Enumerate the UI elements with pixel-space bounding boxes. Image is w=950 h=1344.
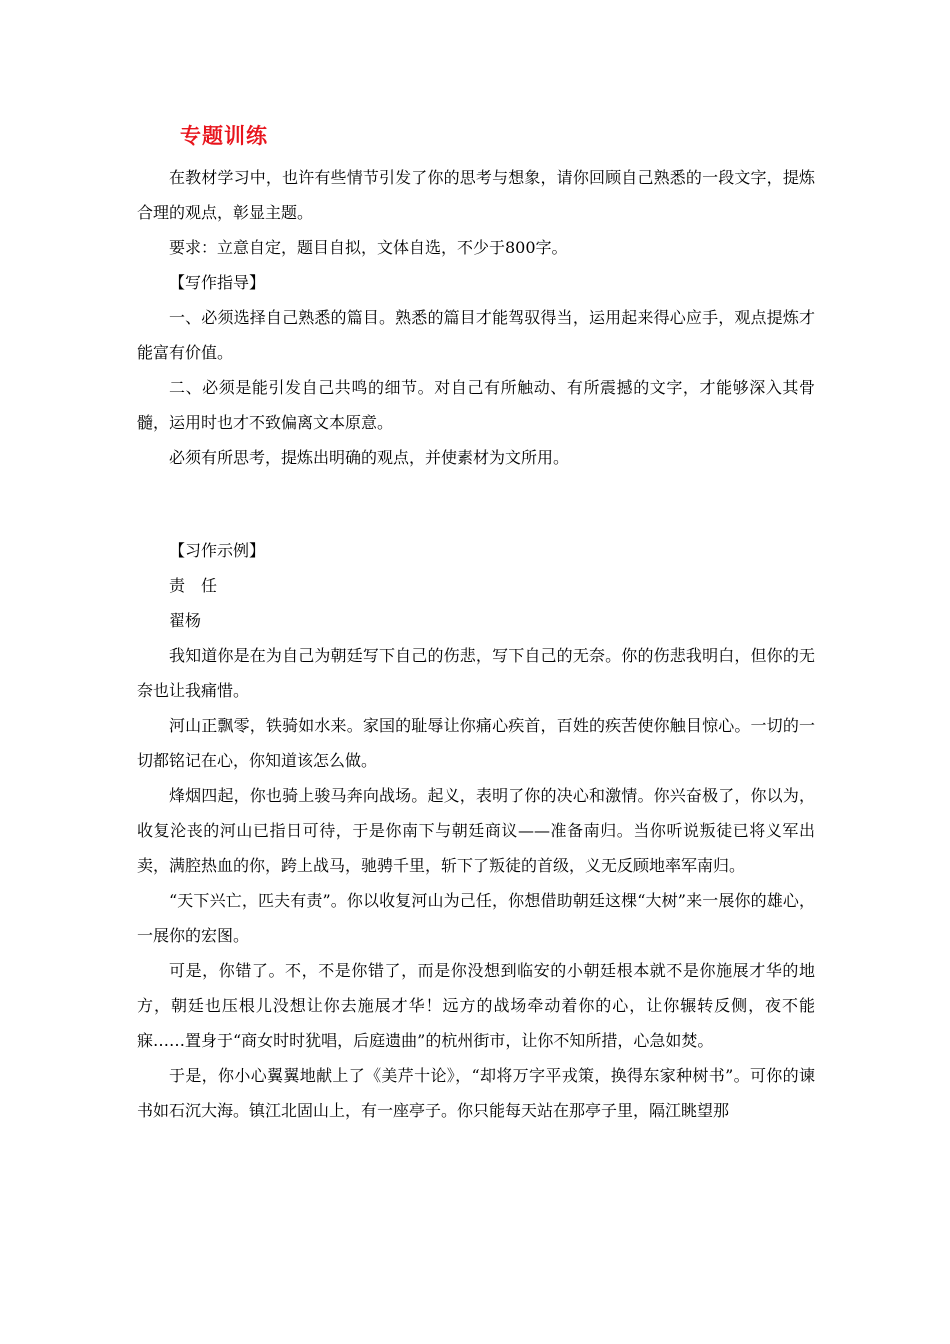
essay-title: 责 任: [169, 576, 218, 595]
example-section: [137, 533, 815, 1128]
guidance-point-2: 二、必须是能引发自己共鸣的细节。对自己有所触动、有所震撼的文字，才能够深入其骨髓，运用时也才不致偏离文本原意。: [137, 378, 815, 432]
requirements-paragraph: 要求：立意自定，题目自拟，文体自选，不少于800字。: [169, 238, 568, 257]
essay-paragraph: 烽烟四起，你也骑上骏马奔向战场。起义，表明了你的决心和激情。你兴奋极了，你以为，收复沦丧的河山已指日可待，于是你南下与朝廷商议——准备南归。当你听说叛徒已将义军出卖，满腔热血的你，跨上战马，驰骋千里，斩下了叛徒的首级，义无反顾地率军南归。: [137, 786, 815, 875]
prompt-paragraph: 在教材学习中，也许有些情节引发了你的思考与想象，请你回顾自己熟悉的一段文字，提炼合理的观点，彰显主题。: [137, 168, 815, 222]
guidance-point-1: 一、必须选择自己熟悉的篇目。熟悉的篇目才能驾驭得当，运用起来得心应手，观点提炼才能富有价值。: [137, 308, 815, 362]
essay-author: 翟杨: [169, 611, 202, 630]
essay-paragraph: 我知道你是在为自己为朝廷写下自己的伤悲，写下自己的无奈。你的伤悲我明白，但你的无奈也让我痛惜。: [137, 646, 815, 700]
guidance-point-3: 必须有所思考，提炼出明确的观点，并使素材为文所用。: [169, 448, 570, 467]
essay-paragraph: 可是，你错了。不，不是你错了，而是你没想到临安的小朝廷根本就不是你施展才华的地方，朝廷也压根儿没想让你去施展才华！远方的战场牵动着你的心，让你辗转反侧，夜不能寐……置身于“商女时时犹唱，后庭遗曲”的杭州街市，让你不知所措，心急如焚。: [137, 961, 815, 1050]
guidance-heading: 【写作指导】: [169, 273, 266, 292]
prompt-section: [137, 160, 815, 475]
essay-paragraph: “天下兴亡，匹夫有责”。你以收复河山为己任，你想借助朝廷这棵“大树”来一展你的雄心，一展你的宏图。: [137, 891, 815, 945]
essay-paragraph: 河山正飘零，铁骑如水来。家国的耻辱让你痛心疾首，百姓的疾苦使你触目惊心。一切的一切都铭记在心，你知道该怎么做。: [137, 716, 815, 770]
essay-paragraph: 于是，你小心翼翼地献上了《美芹十论》，“却将万字平戎策，换得东家种树书”。可你的谏书如石沉大海。镇江北固山上，有一座亭子。你只能每天站在那亭子里，隔江眺望那: [137, 1066, 815, 1120]
example-heading: 【习作示例】: [169, 541, 266, 560]
page-title: 专题训练: [180, 124, 268, 148]
